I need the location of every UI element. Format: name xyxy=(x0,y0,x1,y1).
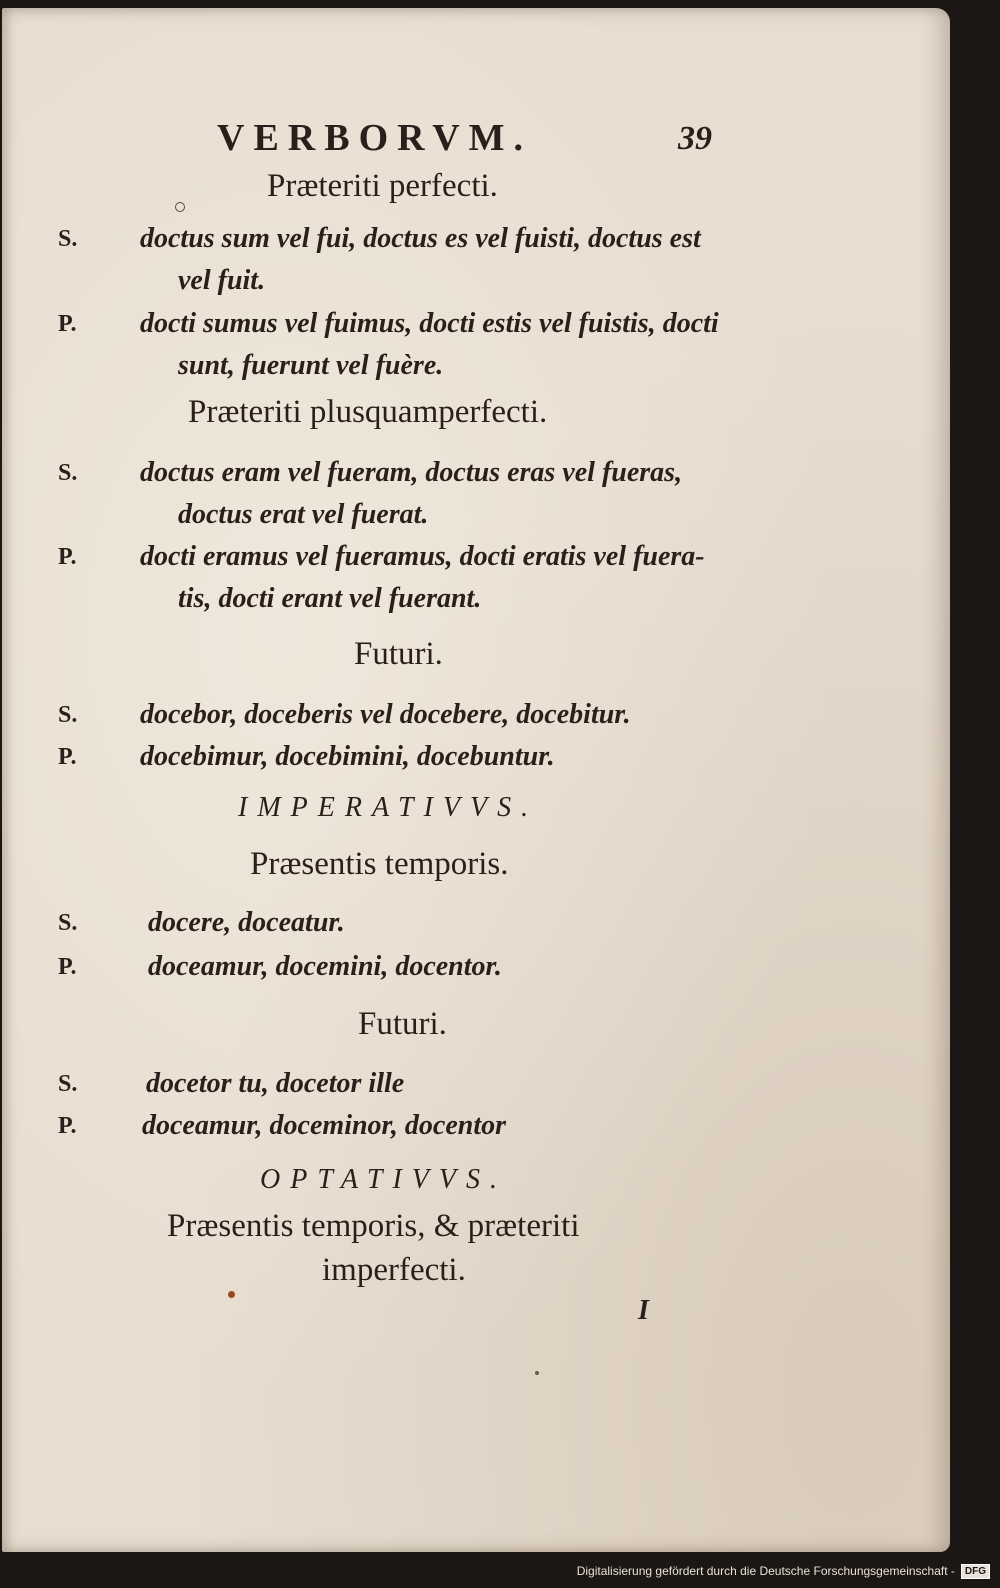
heading-futuri-imperativi: Futuri. xyxy=(358,1006,447,1042)
heading-praeteriti-perfecti: Præteriti perfecti. xyxy=(267,168,498,204)
heading-futuri: Futuri. xyxy=(354,636,443,672)
page-number: 39 xyxy=(678,120,712,157)
form-line: vel fuit. xyxy=(178,265,266,296)
form-line: doctus sum vel fui, doctus es vel fuisti, doctus est xyxy=(140,223,701,254)
imperative-future-plural-forms xyxy=(142,1105,506,1147)
running-head: VERBORVM. xyxy=(217,117,533,159)
catchword: I xyxy=(638,1295,649,1326)
form-line: docetor tu, docetor ille xyxy=(146,1068,405,1099)
plural-marker: P. xyxy=(58,311,77,337)
plural-marker: P. xyxy=(58,744,77,770)
form-line: doctus eram vel fueram, doctus eras vel fueras, xyxy=(140,457,683,488)
heading-optativus-line1: Præsentis temporis, & præteriti xyxy=(167,1208,580,1244)
heading-optativus-line2: imperfecti. xyxy=(322,1252,466,1288)
singular-marker: S. xyxy=(58,1071,78,1097)
form-line: doceamur, doceminor, docentor xyxy=(142,1110,506,1141)
imperative-plural-forms xyxy=(148,946,502,988)
form-line: doctus erat vel fuerat. xyxy=(178,499,429,530)
ink-speck xyxy=(535,1371,539,1375)
ink-speck xyxy=(175,202,185,212)
book-page xyxy=(2,8,950,1552)
form-line: docebimur, docebimini, docebuntur. xyxy=(140,741,555,772)
form-line: sunt, fuerunt vel fuère. xyxy=(178,350,444,381)
form-line: docebor, doceberis vel docebere, docebitur. xyxy=(140,699,631,730)
singular-marker: S. xyxy=(58,702,78,728)
ink-stain xyxy=(228,1291,235,1298)
imperative-singular-forms xyxy=(148,902,345,944)
plural-marker: P. xyxy=(58,954,77,980)
digitization-footer xyxy=(577,1558,990,1584)
imperative-future-singular-forms xyxy=(146,1063,404,1105)
form-line: tis, docti erant vel fuerant. xyxy=(178,583,482,614)
singular-marker: S. xyxy=(58,910,78,936)
singular-marker: S. xyxy=(58,460,78,486)
pluperfect-plural-forms xyxy=(140,536,705,620)
perfect-plural-forms xyxy=(140,303,719,387)
form-line: doceamur, docemini, docentor. xyxy=(148,951,502,982)
form-line: docti sumus vel fuimus, docti estis vel fuistis, docti xyxy=(140,308,719,339)
future-plural-forms xyxy=(140,736,555,778)
future-singular-forms xyxy=(140,694,631,736)
plural-marker: P. xyxy=(58,1113,77,1139)
form-line: docti eramus vel fueramus, docti eratis vel fuera- xyxy=(140,541,705,572)
heading-praeteriti-plusquamperfecti: Præteriti plusquamperfecti. xyxy=(188,394,548,430)
pluperfect-singular-forms xyxy=(140,452,682,536)
singular-marker: S. xyxy=(58,226,78,252)
mood-optativus: OPTATIVVS. xyxy=(260,1164,507,1195)
dfg-logo: DFG xyxy=(961,1564,990,1579)
footer-credit: Digitalisierung gefördert durch die Deutsche Forschungsgemeinschaft - xyxy=(576,1564,955,1578)
heading-praesentis-temporis: Præsentis temporis. xyxy=(250,846,509,882)
mood-imperativus: IMPERATIVVS. xyxy=(238,792,539,823)
perfect-singular-forms xyxy=(140,218,701,302)
plural-marker: P. xyxy=(58,544,77,570)
form-line: docere, doceatur. xyxy=(148,907,345,938)
